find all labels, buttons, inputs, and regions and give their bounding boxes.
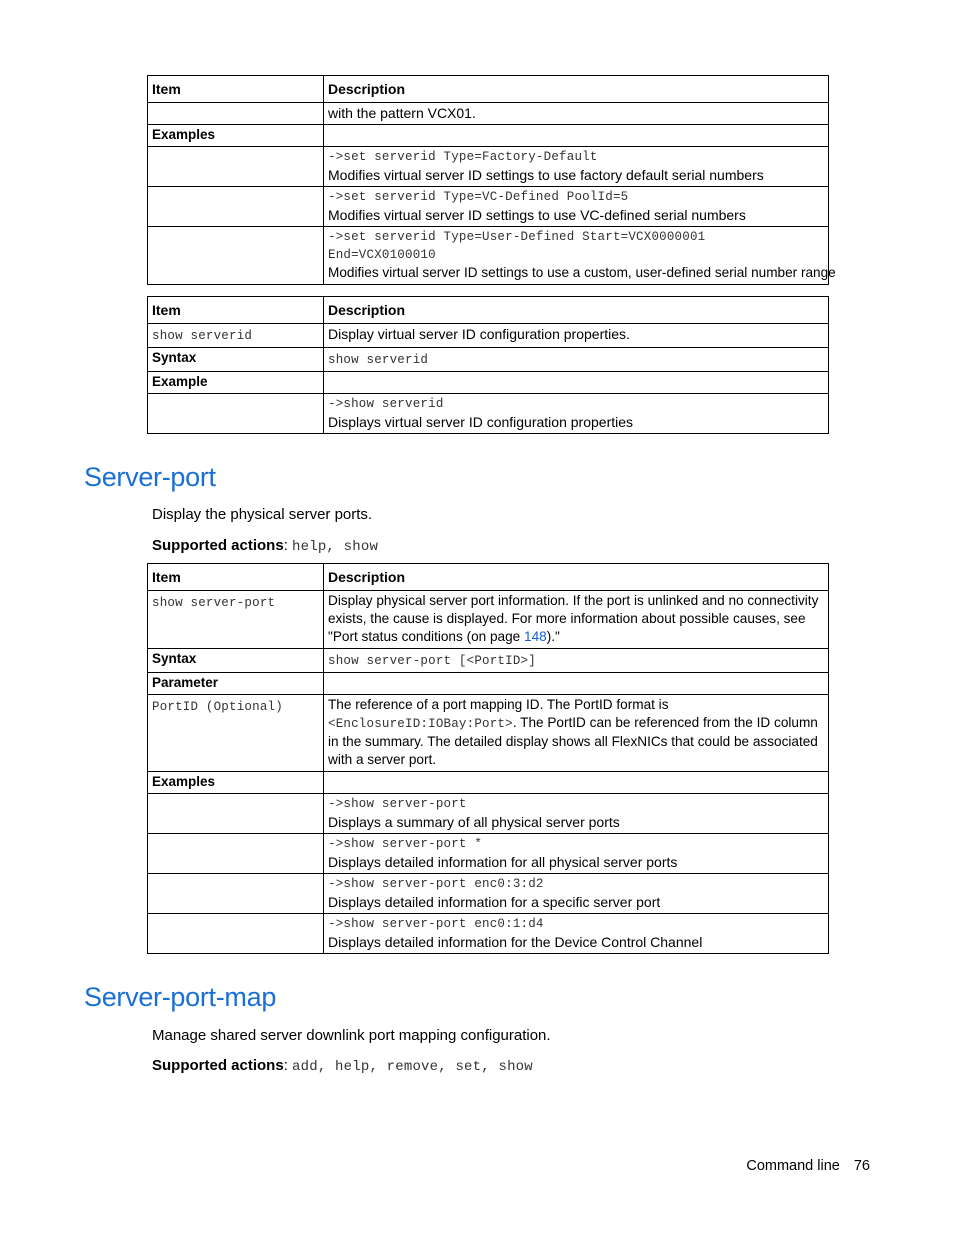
example-command-continued: End=VCX0100010 (328, 248, 436, 262)
item-cell (148, 394, 324, 434)
description-cell: Display virtual server ID configuration properties. (324, 324, 829, 348)
item-cell: Example (148, 372, 324, 394)
table-row (148, 324, 829, 348)
example-command: ->set serverid Type=Factory-Default (328, 150, 598, 164)
description-cell (324, 649, 829, 673)
serverid-set-table (147, 75, 836, 285)
column-header-item: Item (148, 297, 324, 324)
description-text: Display physical server port information. If the port is unlinked and no connectivity exists, the cause is displayed. For more information about possible causes, see "Port status conditions (on page (328, 593, 819, 644)
show-server-port-table (147, 563, 829, 954)
item-cell: Syntax (148, 348, 324, 372)
command-name: show serverid (152, 329, 253, 343)
column-header-item: Item (148, 76, 324, 103)
description-cell (324, 834, 829, 874)
example-description: Modifies virtual server ID settings to use a custom, user-defined serial number range (328, 265, 836, 280)
table-row (148, 187, 829, 227)
description-cell (324, 673, 829, 695)
item-cell (148, 695, 324, 772)
table-row (148, 649, 829, 673)
table-row (148, 772, 829, 794)
item-cell (148, 324, 324, 348)
table-row (148, 125, 829, 147)
example-command: ->show server-port enc0:1:d4 (328, 917, 544, 931)
description-cell (324, 874, 829, 914)
table-row (148, 834, 829, 874)
table-row (148, 695, 829, 772)
table-header-row (148, 76, 829, 103)
description-cell (324, 372, 829, 394)
table-row (148, 673, 829, 695)
show-serverid-table (147, 296, 829, 434)
example-command: ->show server-port enc0:3:d2 (328, 877, 544, 891)
example-description: Displays detailed information for a specific server port (328, 894, 661, 910)
item-cell (148, 874, 324, 914)
page-number: 76 (853, 1158, 870, 1174)
footer-label: Command line (746, 1158, 840, 1174)
description-text-end: )." (546, 629, 560, 644)
item-cell (148, 794, 324, 834)
table-row (148, 103, 829, 125)
table-header-row (148, 564, 829, 591)
portid-format: <EnclosureID:IOBay:Port> (328, 717, 513, 731)
description-text: The reference of a port mapping ID. The PortID format is (328, 697, 669, 712)
example-description: Displays detailed information for all physical server ports (328, 854, 678, 870)
column-header-description: Description (324, 564, 829, 591)
item-cell (148, 103, 324, 125)
description-cell (324, 772, 829, 794)
table-row (148, 372, 829, 394)
section-title-server-port-map: Server-port-map (84, 982, 277, 1012)
example-description: Displays detailed information for the Device Control Channel (328, 934, 703, 950)
table-row (148, 591, 829, 649)
description-cell (324, 348, 829, 372)
item-cell: Syntax (148, 649, 324, 673)
description-cell (324, 914, 829, 954)
table-row (148, 348, 829, 372)
description-cell (324, 394, 829, 434)
supported-actions-list: help, show (292, 539, 379, 555)
example-description: Modifies virtual server ID settings to use factory default serial numbers (328, 167, 764, 183)
table-row (148, 227, 829, 285)
description-cell (324, 695, 829, 772)
example-command: ->show server-port (328, 797, 467, 811)
page-link[interactable]: 148 (524, 629, 547, 644)
description-cell (324, 794, 829, 834)
syntax-command: show server-port [<PortID>] (328, 654, 536, 668)
column-header-item: Item (148, 564, 324, 591)
description-cell (324, 591, 829, 649)
supported-actions-label: Supported actions (152, 537, 284, 554)
table-row (148, 794, 829, 834)
description-cell: with the pattern VCX01. (324, 103, 829, 125)
item-cell: Examples (148, 125, 324, 147)
supported-actions-label: Supported actions (152, 1057, 284, 1074)
description-cell (324, 187, 829, 227)
description-text-end: . The PortID can be referenced from the ID column in the summary. The detailed display shows all FlexNICs that could be associated with a server port. (328, 715, 818, 767)
item-cell (148, 187, 324, 227)
item-cell (148, 591, 324, 649)
item-cell (148, 834, 324, 874)
table-row (148, 147, 829, 187)
section-description: Manage shared server downlink port mapping configuration. (152, 1027, 551, 1044)
syntax-command: show serverid (328, 353, 429, 367)
example-command: ->set serverid Type=User-Defined Start=VCX0000001 (328, 230, 706, 244)
page-footer (746, 1158, 870, 1174)
column-header-description: Description (324, 76, 829, 103)
example-description: Displays a summary of all physical server ports (328, 814, 620, 830)
column-header-description: Description (324, 297, 829, 324)
supported-actions: Supported actions: add, help, remove, set, show (152, 1057, 533, 1075)
item-cell: Examples (148, 772, 324, 794)
example-description: Modifies virtual server ID settings to use VC-defined serial numbers (328, 207, 746, 223)
supported-actions-list: add, help, remove, set, show (292, 1059, 533, 1075)
item-cell: Parameter (148, 673, 324, 695)
command-name: show server-port (152, 596, 276, 610)
table-header-row (148, 297, 829, 324)
item-cell (148, 147, 324, 187)
supported-actions: Supported actions: help, show (152, 537, 379, 555)
table-row (148, 914, 829, 954)
section-title-server-port: Server-port (84, 462, 216, 492)
table-row (148, 874, 829, 914)
section-description: Display the physical server ports. (152, 506, 373, 523)
example-command: ->show server-port * (328, 837, 483, 851)
example-description: Displays virtual server ID configuration properties (328, 414, 634, 430)
description-cell (324, 147, 829, 187)
example-command: ->show serverid (328, 397, 444, 411)
description-cell (324, 125, 829, 147)
description-cell (324, 227, 836, 285)
table-row (148, 394, 829, 434)
item-cell (148, 914, 324, 954)
example-command: ->set serverid Type=VC-Defined PoolId=5 (328, 190, 629, 204)
parameter-name: PortID (Optional) (152, 700, 283, 714)
item-cell (148, 227, 324, 285)
